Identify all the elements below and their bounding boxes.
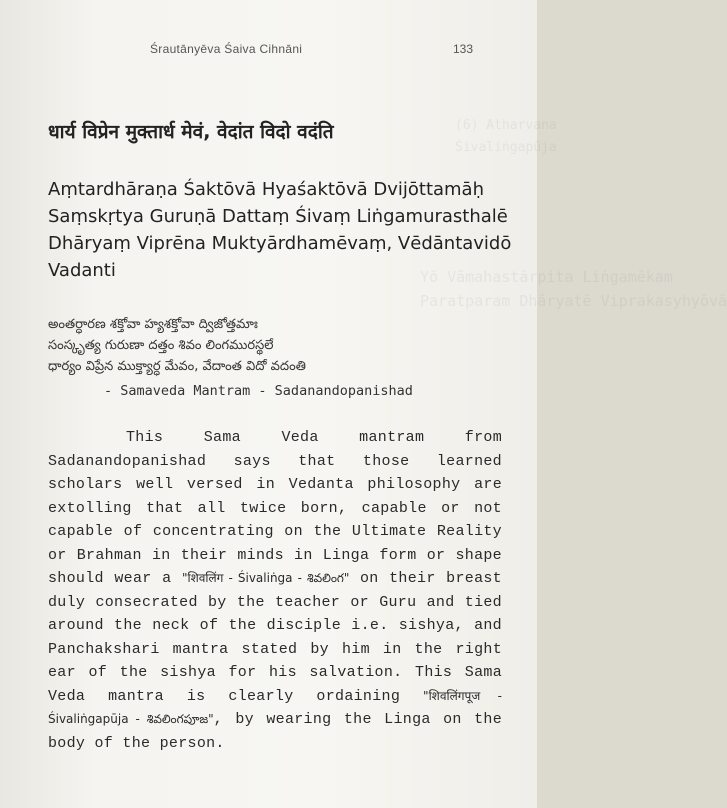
telugu-line: సంస్కృత్య గురుణా దత్తం శివం లింగమురస్థలే bbox=[48, 338, 274, 353]
paragraph-text: on their breast duly consecrated by the teacher or Guru and tied around the neck of the disciple i.e. sishya, and Panchakshari mantra stated by him in the right ear of the sishya for his salvation. This Sama Veda mantra is clearly ordaining bbox=[48, 570, 502, 705]
transliteration-line: Vadanti bbox=[48, 260, 116, 281]
bleed-through-text: (6) Atharvana bbox=[455, 118, 557, 133]
transliteration-line: Dhāryaṃ Viprēna Muktyārdhamēvaṃ, Vēdāntavidō bbox=[48, 233, 512, 254]
telugu-line: ధార్యం విప్రేన ముక్త్యార్ధ మేవం, వేదాంత విదో వదంతి bbox=[48, 359, 306, 374]
bleed-through-text: Śivaliṅgapūja bbox=[455, 140, 557, 155]
transliteration-line: Saṃskṛtya Guruṇā Dattaṃ Śivaṃ Liṅgamurasthalē bbox=[48, 206, 508, 227]
running-head-title: Śrautānyēva Śaiva Cihnāni bbox=[150, 42, 303, 56]
explanation-paragraph bbox=[48, 426, 502, 755]
bleed-through-text: Yō Vāmahastārpita Liṅgamēkam bbox=[420, 268, 673, 286]
running-head bbox=[0, 42, 537, 60]
transliteration-line: Aṃtardhāraṇa Śaktōvā Hyaśaktōvā Dvijōttamāḥ bbox=[48, 179, 484, 200]
paragraph-text: This Sama Veda mantram from Sadanandopanishad says that those learned scholars well versed in Vedanta philosophy are extolling that all twice born, capable or not capable of concentrating on the Ultimate Reality or Brahman in their minds in Linga form or shape should wear a bbox=[48, 429, 502, 587]
page-number: 133 bbox=[453, 42, 474, 56]
transliterated-verse bbox=[48, 176, 512, 284]
verse-source: - Samaveda Mantram - Sadanandopanishad bbox=[104, 383, 413, 399]
telugu-verse bbox=[48, 314, 306, 377]
inline-term-sivalingapuja: "शिवलिंगपूज - Śivaliṅgapūja - శివలింగపూజ" bbox=[48, 688, 502, 726]
paragraph-indent bbox=[48, 429, 126, 446]
devanagari-verse: धार्य विप्रेन मुक्तार्ध मेवं, वेदांत विदो वदंति bbox=[48, 121, 334, 143]
bleed-through-text: Paratparam Dhāryatē Viprakasyhyōvā bbox=[420, 292, 727, 310]
paragraph-text: , by wearing the Linga on the body of the person. bbox=[48, 711, 502, 752]
telugu-line: అంతర్ధారణ శక్తోవా హ్యశక్తోవా ద్విజోత్తమాః bbox=[48, 317, 258, 332]
inline-term-sivalinga: "शिवलिंग - Śivaliṅga - శివలింగ" bbox=[181, 571, 350, 585]
